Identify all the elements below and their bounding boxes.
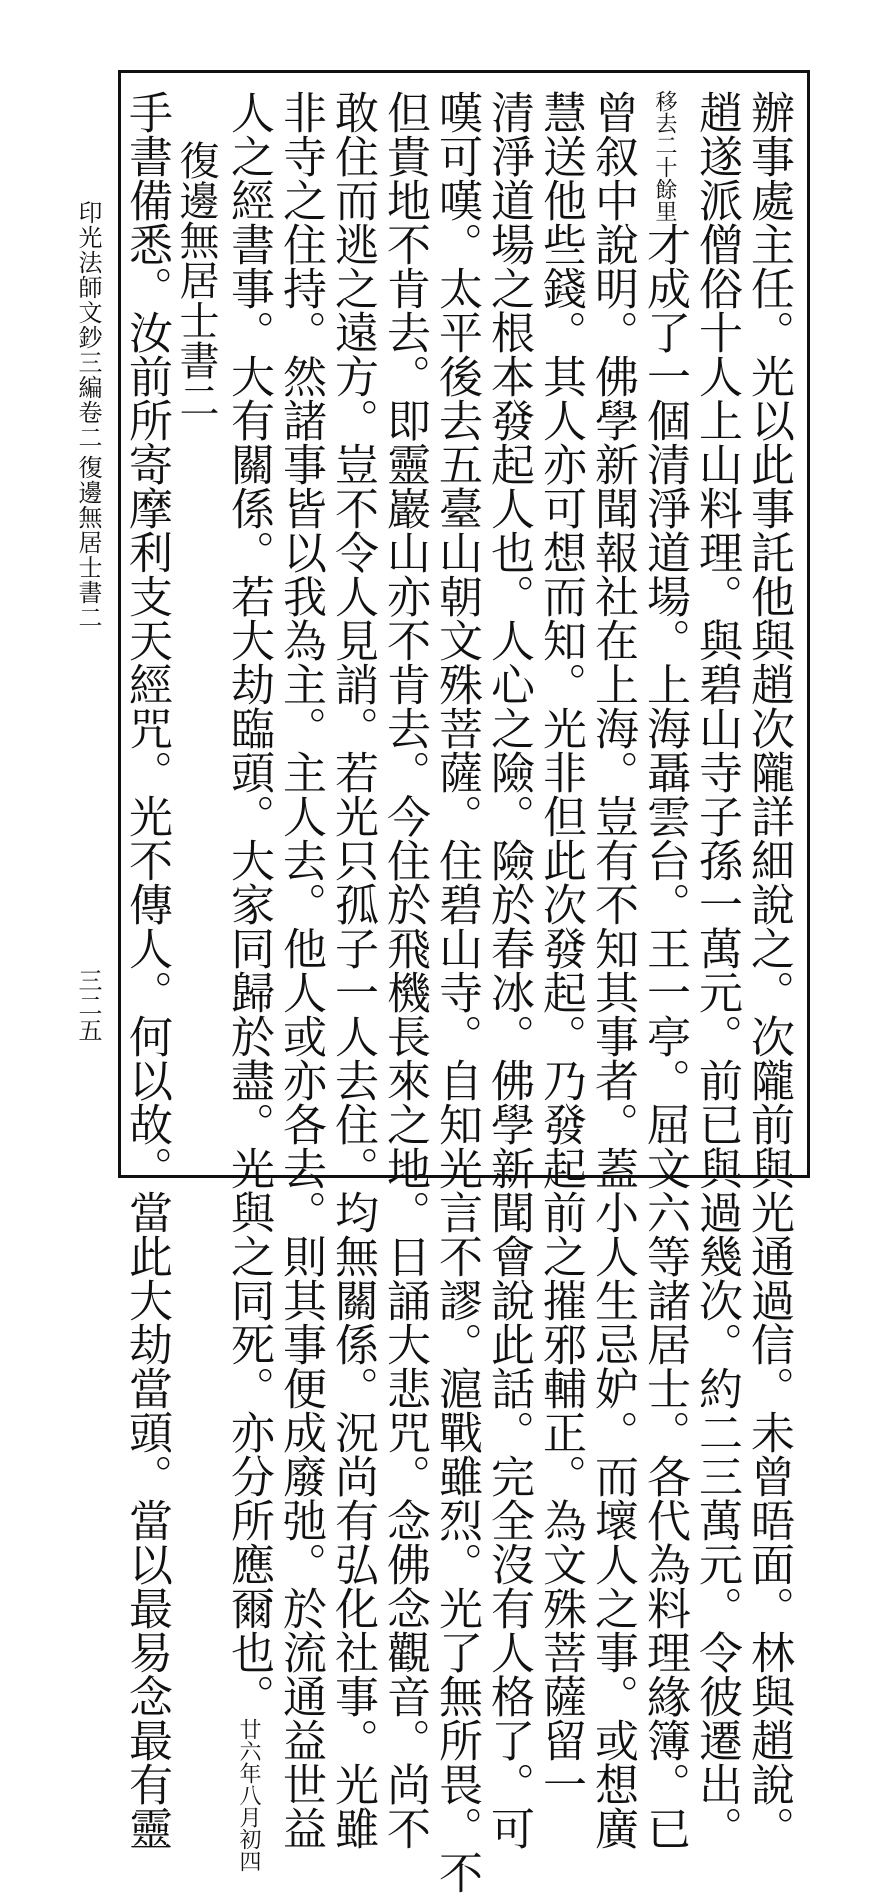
letter-title: 復邊無居士書二 <box>173 140 219 420</box>
section-title: 復邊無居士書二 <box>74 455 102 630</box>
text-column-3-body: 才成了一個清淨道場。上海聶雲台。王一亭。屈文六等諸居士。各代為料理緣簿。已 <box>639 222 690 1850</box>
text-column-11 <box>222 90 274 1872</box>
text-column-2: 趙遂派僧俗十人上山料理。與碧山寺子孫一萬元。前已與過幾次。約二三萬元。令彼遷出。 <box>691 90 742 1850</box>
text-column-13: 手書備悉。汝前所寄摩利支天經咒。光不傳人。何以故。當此大劫當頭。當以最易念最有靈 <box>121 90 172 1850</box>
date-note: 廿六年八月初四 <box>236 1718 261 1872</box>
text-column-9: 敢住而逃之遠方。豈不令人見誚。若光只孤子一人去住。均無關係。況尚有弘化社事。光雖 <box>327 90 378 1850</box>
text-column-4: 曾叙中說明。佛學新聞報社在上海。豈有不知其事者。蓋小人生忌妒。而壞人之事。或想廣 <box>587 90 638 1850</box>
text-column-3 <box>638 90 690 1850</box>
inline-note: 移去二十餘里 <box>652 90 677 222</box>
text-column-7: 嘆可嘆。太平後去五臺山朝文殊菩薩。住碧山寺。自知光言不謬。滬戰雖烈。光了無所畏。不 <box>431 90 482 1894</box>
page-number: 三二五 <box>74 968 102 1043</box>
text-column-10: 非寺之住持。然諸事皆以我為主。主人去。他人或亦各去。則其事便成廢弛。於流通益世益 <box>275 90 326 1850</box>
text-column-8: 但貴地不肯去。即靈巖山亦不肯去。今住於飛機長來之地。日誦大悲咒。念佛念觀音。尚不 <box>379 90 430 1850</box>
text-column-5: 慧送他些錢。其人亦可想而知。光非但此次發起。乃發起前之摧邪輔正。為文殊菩薩留一 <box>535 90 586 1806</box>
text-column-11-body: 人之經書事。大有關係。若大劫臨頭。大家同歸於盡。光與之同死。亦分所應爾也。 <box>223 90 274 1718</box>
book-title: 印光法師文鈔三編卷二 <box>74 200 102 450</box>
text-column-1: 辦事處主任。光以此事託他與趙次隴詳細說之。次隴前與光通過信。未曾晤面。林與趙說。 <box>743 90 794 1850</box>
text-column-6: 清淨道場之根本發起人也。人心之險。險於春冰。佛學新聞會說此話。完全沒有人格了。可 <box>483 90 534 1850</box>
